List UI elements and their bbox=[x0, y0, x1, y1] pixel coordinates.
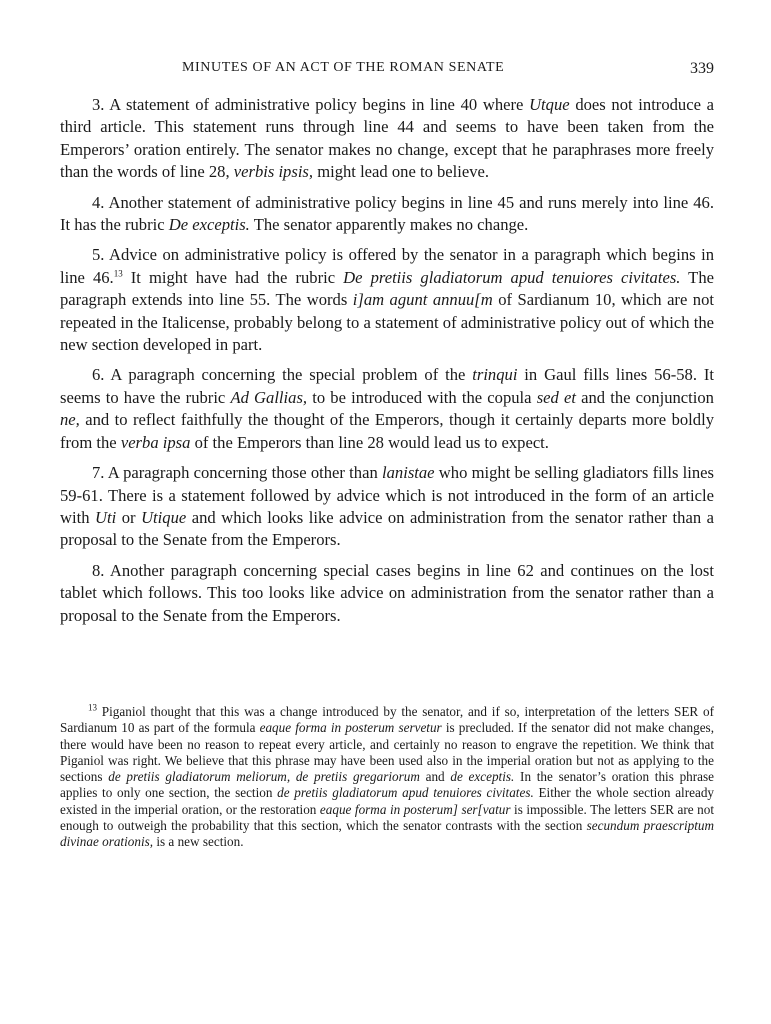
text-run: is a new section. bbox=[153, 834, 244, 850]
paragraph-8 bbox=[60, 560, 714, 627]
italic-run: trinqui bbox=[472, 365, 518, 385]
text-run: Piganiol thought that this was a change introduced by the senator, and if so, interpretation of the letters SER of Sardianum 10 as part of the formula bbox=[60, 704, 714, 736]
text-run: The paragraph extends into line 55. The words bbox=[60, 267, 714, 310]
italic-run: Ad Gallias, bbox=[230, 387, 308, 407]
footnote-marker: 13 bbox=[113, 268, 123, 279]
italic-run: eaque forma in posterum] ser[vatur bbox=[319, 801, 511, 817]
text-run: is precluded. If the senator did not make changes, there would have been no reason to repeat every article, and certainly no reason to engrave the repetition. We think that Piganiol was right. We believe that this phrase may have been used also in the imperial oration but not as applying to the sections bbox=[60, 720, 714, 785]
text-run: and bbox=[419, 769, 451, 785]
italic-run: secundum praescriptum divinae orationis, bbox=[60, 818, 714, 850]
text-run: The senator apparently makes no change. bbox=[249, 215, 529, 235]
text-run: and the conjunction bbox=[575, 387, 714, 407]
text-run: and to reflect faithfully the thought of the Emperors, though it certainly departs more boldly from the bbox=[60, 410, 714, 452]
text-run: 7. A paragraph concerning those other than bbox=[92, 463, 382, 483]
italic-run: De exceptis. bbox=[168, 215, 250, 235]
running-title: MINUTES OF AN ACT OF THE ROMAN SENATE bbox=[182, 60, 505, 75]
paragraph-4 bbox=[60, 192, 714, 237]
page bbox=[60, 58, 715, 850]
text-run: or bbox=[116, 507, 142, 527]
text-run: does not introduce a third article. This statement runs through line 44 and seems to have been taken from the Emperors’ oration entirely. The senator makes no change, except that he paraphrases more freely than the words of line 28, bbox=[60, 95, 714, 182]
italic-run: Uti bbox=[95, 507, 117, 527]
running-header bbox=[60, 58, 714, 84]
italic-run: sed et bbox=[536, 387, 576, 407]
text-run: is impossible. The letters SER are not enough to outweigh the probability that this section, which the senator contrasts with the section bbox=[60, 801, 714, 834]
text-run: It might have had the rubric bbox=[122, 267, 344, 287]
text-run: 8. Another paragraph concerning special cases begins in line 62 and continues on the lost tablet which follows. This too looks like advice on administration from the senator rather than a proposal to the Senate from the Emperors. bbox=[60, 560, 714, 625]
paragraph-6 bbox=[60, 364, 714, 454]
italic-run: Utque bbox=[529, 95, 570, 114]
italic-run: verba ipsa bbox=[120, 432, 191, 452]
body-text bbox=[60, 94, 714, 627]
italic-run: Utique bbox=[141, 507, 187, 527]
footnote-13 bbox=[60, 704, 714, 851]
italic-run: ne, bbox=[60, 410, 80, 430]
text-run: who might be selling gladiators fills lines 59-61. There is a statement followed by advice which is not introduced in the form of an article with bbox=[60, 463, 714, 527]
italic-run: i]am agunt annuu[m bbox=[352, 290, 493, 310]
text-run: 4. Another statement of administrative policy begins in line 45 and runs merely into line 46. It has the rubric bbox=[60, 192, 714, 235]
italic-run: de pretiis gladiatorum apud tenuiores civitates. bbox=[277, 785, 534, 801]
italic-run: verbis ipsis, bbox=[233, 162, 314, 182]
text-run: to be introduced with the copula bbox=[307, 387, 537, 407]
footnote-marker: 13 bbox=[88, 702, 97, 713]
footnotes bbox=[60, 704, 714, 851]
text-run: and which looks like advice on administration from the senator rather than a proposal to the Senate from the Emperors. bbox=[60, 507, 715, 550]
text-run: in Gaul fills lines 56-58. It seems to have the rubric bbox=[60, 365, 714, 407]
paragraph-5 bbox=[60, 244, 714, 356]
paragraph-3 bbox=[60, 94, 714, 184]
text-run: of Sardianum 10, which are not repeated in the Italicense, probably belong to a statement of administrative policy out of which the new section developed in part. bbox=[60, 290, 714, 355]
italic-run: De pretiis gladiatorum apud tenuiores civitates. bbox=[343, 267, 681, 287]
text-run: In the senator’s oration this phrase applies to only one section, the section bbox=[60, 769, 714, 801]
italic-run: de pretiis gladiatorum meliorum, de pretiis gregariorum bbox=[108, 769, 420, 785]
text-run: 6. A paragraph concerning the special problem of the bbox=[92, 365, 473, 385]
text-run: might lead one to believe. bbox=[313, 162, 490, 182]
page-number: 339 bbox=[690, 60, 714, 77]
text-run: 3. A statement of administrative policy begins in line 40 where bbox=[92, 95, 530, 114]
italic-run: de exceptis. bbox=[450, 769, 515, 785]
italic-run: lanistae bbox=[382, 463, 435, 483]
text-run: of the Emperors than line 28 would lead us to expect. bbox=[190, 432, 549, 452]
italic-run: eaque forma in posterum servetur bbox=[259, 720, 442, 736]
paragraph-7 bbox=[60, 462, 714, 552]
text-run: Either the whole section already existed in the imperial oration, or the restoration bbox=[60, 785, 715, 817]
text-run: 5. Advice on administrative policy is offered by the senator in a paragraph which begins in line 46. bbox=[60, 245, 714, 287]
